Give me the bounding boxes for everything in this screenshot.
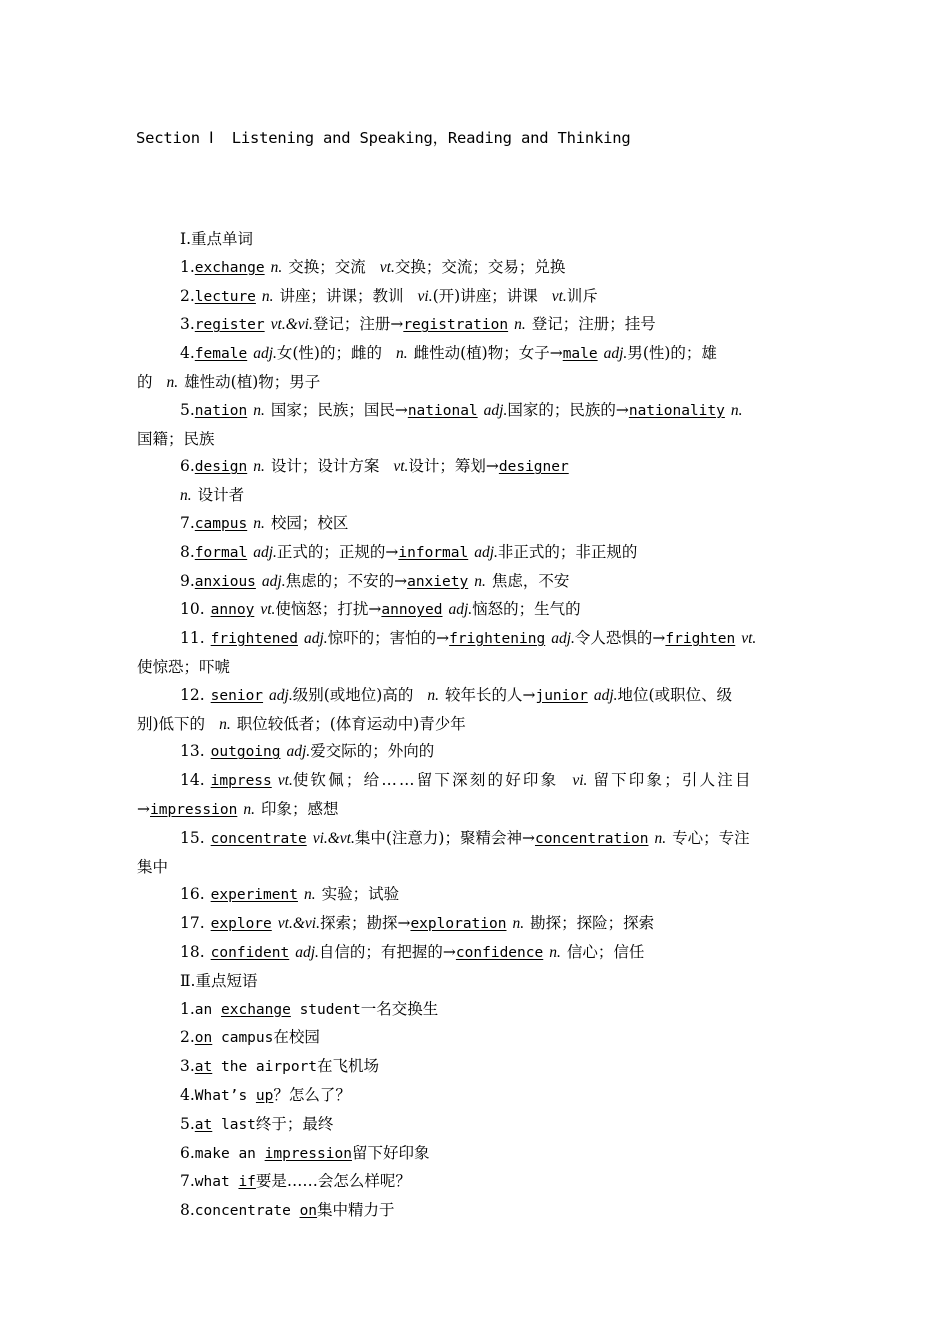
phrase-text: make an: [194, 1145, 265, 1162]
word-item: [137, 767, 814, 796]
item-number: 3.: [180, 315, 195, 334]
definition: 信心；信任: [566, 942, 645, 961]
item-number: 1.: [180, 999, 195, 1018]
answer-word: lecture: [194, 288, 256, 305]
definition: 较年长的人→: [444, 685, 536, 704]
answer-word: outgoing: [210, 744, 281, 761]
part-of-speech: adj.: [551, 630, 575, 648]
definition: 设计；筹划→: [408, 457, 499, 476]
section-title: Section Ⅰ Listening and Speaking，Reading and Thinking: [136, 129, 631, 147]
part-of-speech: n.: [180, 487, 192, 505]
item-number: 6.: [180, 1143, 195, 1162]
word-item: [137, 510, 814, 539]
definition: 探索；勘探→: [319, 914, 411, 933]
definition: 设计者: [197, 486, 245, 505]
definition: 令人恐惧的→: [574, 629, 666, 648]
part-of-speech: adj.: [253, 543, 277, 561]
phrase-meaning: 终于；最终: [255, 1114, 334, 1133]
word-item-continuation: [137, 369, 814, 397]
word-item: [137, 254, 814, 283]
word-item: [137, 596, 814, 625]
item-number: 14.: [180, 771, 205, 790]
word-item: [137, 910, 814, 939]
word-item: [137, 453, 814, 482]
word-item: [137, 625, 814, 654]
part-of-speech: n.: [512, 915, 525, 933]
definition: 职位较低者；(体育运动中)青少年: [236, 714, 466, 733]
answer-word: on: [194, 1030, 213, 1047]
answer-word: impression: [150, 801, 238, 818]
answer-word: formal: [194, 544, 248, 561]
answer-word: on: [299, 1203, 318, 1220]
part-of-speech: n.: [219, 715, 231, 733]
part-of-speech: vt.: [277, 772, 293, 790]
part-of-speech: adj.: [593, 686, 618, 704]
item-number: 5.: [180, 1114, 195, 1133]
answer-word: if: [238, 1174, 256, 1191]
part-of-speech: vi.&vt.: [312, 829, 355, 847]
part-of-speech: adj.: [261, 572, 286, 590]
answer-word: design: [194, 459, 248, 476]
item-number: 10.: [180, 600, 205, 619]
answer-word: informal: [398, 544, 469, 561]
answer-word: register: [194, 317, 265, 334]
answer-word: impress: [210, 773, 272, 790]
part-of-speech: n.: [253, 458, 265, 476]
definition: 恼怒的；生气的: [472, 600, 581, 619]
definition: 雌性动(植)物；女子→: [413, 344, 563, 363]
part-of-speech: adj.: [448, 601, 473, 619]
item-number: 18.: [180, 942, 205, 961]
item-number: 7.: [180, 513, 195, 532]
word-item: [137, 283, 814, 312]
word-item: [137, 568, 814, 597]
part-of-speech: adj.: [483, 401, 508, 419]
definition: 印象；感想: [260, 799, 339, 818]
definition: 爱交际的；外向的: [310, 742, 435, 761]
answer-word: junior: [535, 687, 588, 704]
definition: 设计；设计方案: [270, 457, 380, 476]
part-of-speech: vt.: [551, 287, 567, 305]
definition: 交换；交流；交易；兑换: [394, 257, 566, 276]
word-item-continuation: [137, 711, 814, 739]
part-of-speech: n.: [654, 829, 667, 847]
answer-word: senior: [210, 687, 264, 704]
definition: 女(性)的；雌的: [276, 344, 382, 363]
answer-word: frighten: [665, 631, 736, 648]
answer-word: experiment: [210, 887, 298, 904]
phrase-meaning: 集中精力于: [317, 1201, 395, 1220]
answer-word: at: [194, 1116, 213, 1133]
phrase-meaning: 在校园: [273, 1028, 320, 1047]
part-of-speech: n.: [303, 886, 316, 904]
phrase-text: the airport: [212, 1059, 318, 1076]
definition: 训斥: [566, 286, 598, 305]
item-number: 8.: [180, 542, 195, 561]
part-of-speech: n.: [549, 943, 561, 961]
part-of-speech: n.: [474, 572, 486, 590]
phrase-text: last: [212, 1116, 256, 1133]
answer-word: exchange: [194, 259, 265, 276]
definition: 国家；民族；国民→: [270, 400, 408, 419]
answer-word: concentrate: [210, 830, 307, 847]
definition: 登记；注册；挂号: [531, 315, 656, 334]
answer-word: annoyed: [381, 602, 443, 619]
definition: 使钦佩；给……留下深刻的好印象: [292, 771, 559, 790]
definition: 惊吓的；害怕的→: [327, 629, 450, 648]
phrase-item: [137, 996, 814, 1025]
phrase-item: [137, 1111, 814, 1140]
part-of-speech: vi.: [417, 287, 433, 305]
phrase-meaning: 一名交换生: [360, 999, 439, 1018]
phrase-text: campus: [212, 1030, 274, 1047]
item-number: 4.: [180, 1085, 195, 1104]
definition: 留下印象；引人注目: [593, 771, 753, 790]
definition: 使恼怒；打扰→: [275, 600, 382, 619]
part-of-speech: n.: [730, 401, 743, 419]
part-of-speech: vi.: [572, 772, 588, 790]
answer-word: concentration: [534, 830, 649, 847]
phrase-text: concentrate: [194, 1203, 300, 1220]
part-of-speech: n.: [427, 686, 439, 704]
word-item: [137, 311, 814, 340]
answer-word: designer: [498, 459, 569, 476]
item-number: 12.: [180, 685, 205, 704]
section2-heading: Ⅱ.重点短语: [180, 971, 258, 990]
item-number: 6.: [180, 457, 195, 476]
definition: 集中(注意力)；聚精会神→: [354, 828, 535, 847]
item-number: 16.: [180, 885, 205, 904]
definition: 别)低下的: [137, 714, 206, 733]
answer-word: frightened: [210, 631, 298, 648]
definition: 焦虑的；不安的→: [285, 571, 408, 590]
phrase-meaning: 留下好印象: [351, 1143, 430, 1162]
answer-word: male: [562, 346, 598, 363]
answer-word: anxious: [194, 573, 256, 590]
definition: 校园；校区: [270, 513, 349, 532]
item-number: 5.: [180, 400, 195, 419]
definition: 焦虑，不安: [491, 571, 570, 590]
item-number: 7.: [180, 1172, 195, 1191]
part-of-speech: n.: [253, 401, 265, 419]
definition: 勘探；探险；探索: [530, 914, 655, 933]
item-number: 13.: [180, 742, 205, 761]
answer-word: exchange: [221, 1001, 291, 1018]
item-number: 1.: [180, 257, 195, 276]
answer-word: female: [194, 346, 248, 363]
definition: 讲座；讲课；教训: [279, 286, 404, 305]
part-of-speech: n.: [514, 316, 526, 334]
phrase-meaning: 要是……会怎么样呢？: [255, 1172, 411, 1191]
word-item-continuation: [137, 796, 814, 825]
part-of-speech: adj.: [303, 630, 328, 648]
answer-word: up: [255, 1087, 274, 1104]
answer-word: nation: [194, 402, 248, 419]
item-number: 17.: [180, 914, 205, 933]
part-of-speech: adj.: [295, 943, 319, 961]
answer-word: anxiety: [407, 573, 469, 590]
item-number: 3.: [180, 1057, 195, 1076]
definition: 正式的；正规的→: [276, 542, 399, 561]
definition: 男(性)的；雄: [627, 344, 717, 363]
phrase-meaning: 在飞机场: [317, 1057, 380, 1076]
word-item-continuation: 使惊恐；吓唬: [137, 657, 231, 676]
word-item: [137, 825, 814, 854]
phrase-text: an: [194, 1001, 221, 1018]
phrase-text: ？: [273, 1085, 289, 1104]
definition: 国家的；民族的→: [507, 400, 629, 419]
item-number: 15.: [180, 828, 205, 847]
answer-word: explore: [210, 916, 272, 933]
phrase-item: [137, 1082, 814, 1111]
answer-word: frightening: [449, 631, 546, 648]
part-of-speech: n.: [395, 345, 408, 363]
word-item: [137, 340, 814, 369]
part-of-speech: n.: [261, 287, 274, 305]
answer-word: national: [407, 402, 478, 419]
word-item: [137, 738, 814, 767]
item-number: 8.: [180, 1201, 195, 1220]
part-of-speech: n.: [166, 373, 179, 391]
part-of-speech: adj.: [253, 345, 277, 363]
definition: 交换；交流: [288, 257, 366, 276]
word-item: [137, 539, 814, 568]
phrase-item: [137, 1168, 814, 1197]
word-item: [137, 881, 814, 910]
answer-word: exploration: [410, 916, 507, 933]
answer-word: campus: [194, 515, 248, 532]
definition: 级别(或地位)高的: [292, 685, 414, 704]
part-of-speech: vt.: [393, 458, 409, 476]
answer-word: impression: [264, 1145, 352, 1162]
item-number: 2.: [180, 286, 195, 305]
answer-word: annoy: [210, 602, 255, 619]
item-number: 11.: [180, 629, 205, 648]
word-item: [137, 939, 814, 968]
word-item-continuation: 集中: [137, 857, 169, 876]
part-of-speech: adj.: [286, 743, 311, 761]
vocabulary-body: [137, 226, 814, 1226]
definition: 专心；专注: [672, 828, 750, 847]
phrase-text: what: [194, 1174, 239, 1191]
definition: 登记；注册→: [312, 315, 404, 334]
word-item-continuation: [137, 482, 814, 510]
phrase-meaning: 怎么了？: [288, 1085, 351, 1104]
part-of-speech: vt.&vi.: [277, 915, 320, 933]
part-of-speech: adj.: [269, 686, 293, 704]
phrase-item: [137, 1140, 814, 1169]
phrase-text: What’s: [194, 1087, 256, 1104]
answer-word: at: [194, 1059, 213, 1076]
definition: 非正式的；非正规的: [497, 542, 638, 561]
definition: 自信的；有把握的→: [318, 942, 456, 961]
answer-word: confident: [210, 944, 290, 961]
definition: 实验；试验: [321, 885, 400, 904]
part-of-speech: adj.: [474, 543, 498, 561]
item-number: 9.: [180, 571, 195, 590]
word-item-continuation: 国籍；民族: [137, 429, 215, 448]
answer-word: registration: [403, 317, 509, 334]
part-of-speech: adj.: [603, 345, 628, 363]
item-number: 4.: [180, 344, 195, 363]
section1-heading: Ⅰ.重点单词: [180, 230, 254, 248]
definition: (开)讲座；讲课: [432, 286, 538, 305]
word-item: [137, 397, 814, 426]
part-of-speech: vt.: [379, 258, 395, 276]
answer-word: nationality: [628, 402, 725, 419]
part-of-speech: n.: [243, 800, 255, 818]
part-of-speech: vt.: [260, 601, 276, 619]
definition: 地位(或职位、级: [617, 685, 733, 704]
phrase-text: student: [290, 1001, 361, 1018]
part-of-speech: vt.&vi.: [270, 316, 313, 334]
arrow: →: [137, 799, 150, 818]
definition: 的: [137, 372, 153, 391]
part-of-speech: n.: [253, 514, 265, 532]
answer-word: confidence: [455, 944, 544, 961]
item-number: 2.: [180, 1028, 195, 1047]
phrase-item: [137, 1024, 814, 1053]
part-of-speech: vt.: [741, 630, 757, 648]
phrase-item: [137, 1197, 814, 1226]
definition: 雄性动(植)物；男子: [184, 372, 321, 391]
word-item: [137, 682, 814, 711]
phrase-item: [137, 1053, 814, 1082]
part-of-speech: n.: [270, 258, 283, 276]
